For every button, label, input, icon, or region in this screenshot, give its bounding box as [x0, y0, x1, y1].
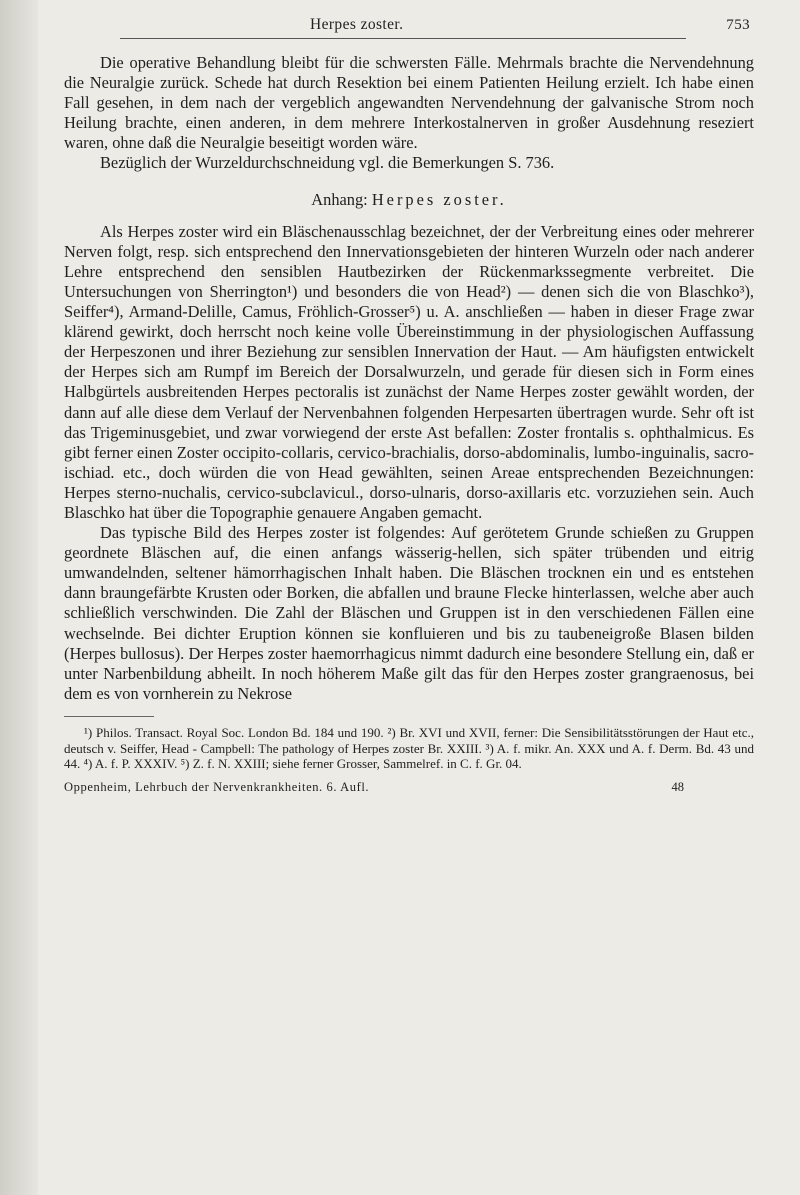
section-heading — [64, 190, 754, 210]
section-heading-title: Herpes zoster. — [371, 189, 507, 209]
header-rule — [120, 38, 686, 39]
paragraph-operative-treatment: Die operative Behandlung bleibt für die schwersten Fälle. Mehrmals brachte die Nervendehnung die Neuralgie zurück. Schede hat durch Resektion bei einem Patienten Heilung erzielt. Ich habe einen Fall gesehen, in dem nach der vergeblich angewandten Nervendehnung der galvanische Strom noch Heilung brachte, einen anderen, in dem mehrere Interkostalnerven in großer Ausdehnung reseziert waren, ohne daß die Neuralgie beseitigt worden wäre. — [64, 53, 754, 153]
paragraph-root-section: Bezüglich der Wurzeldurchschneidung vgl. die Bemerkungen S. 736. — [100, 153, 555, 173]
running-title: Herpes zoster. — [310, 16, 404, 33]
footnote-rule — [64, 716, 154, 717]
footnotes — [64, 716, 754, 772]
main-text — [64, 53, 754, 704]
page-footer — [64, 780, 754, 795]
book-page — [64, 16, 754, 795]
section-heading-prefix: Anhang: — [311, 189, 368, 209]
paragraph-clinical-picture: Das typische Bild des Herpes zoster ist folgendes: Auf gerötetem Grunde schießen zu Gruppen geordnete Bläschen auf, die einen anfangs wässerig-hellen, sich später trübenden und eitrig umwandelnden, seltener hämorrhagischen Inhalt haben. Die Bläschen trocknen ein und es entstehen dann braungefärbte Krusten oder Borken, die abfallen und braune Flecke hinterlassen, welche aber auch schließlich verschwinden. Die Zahl der Bläschen und Gruppen ist in den verschiedenen Fällen eine wechselnde. Bei dichter Eruption können sie konfluieren und bis zu taubeneigroße Blasen bilden (Herpes bullosus). Der Herpes zoster haemorrhagicus nimmt dadurch eine besondere Stellung ein, daß er unter Narbenbildung abheilt. In noch höherem Maße gilt das für den Herpes zoster grangraenosus, bei dem es von vornherein zu Nekrose — [64, 523, 754, 703]
footer-signature: Oppenheim, Lehrbuch der Nervenkrankheiten. 6. Aufl. — [64, 779, 370, 794]
footnote-text: ¹) Philos. Transact. Royal Soc. London Bd. 184 und 190. ²) Br. XVI und XVII, ferner: Die Sensibilitätsstörungen der Haut etc., deutsch v. Seiffer, Head - Campbell: The pathology of Herpes zoster Br. XXIII. ³) A. f. mikr. An. XXX und A. f. Derm. Bd. 43 und 44. ⁴) A. f. P. XXXIV. ⁵) Z. f. N. XXIII; siehe ferner Grosser, Sammelref. in C. f. Gr. 04. — [64, 724, 754, 772]
page-edge-shadow — [0, 0, 38, 1195]
paragraph-definition: Als Herpes zoster wird ein Bläschenausschlag bezeichnet, der der Verbreitung eines oder mehrerer Nerven folgt, resp. sich entsprechend den Innervationsgebieten der hinteren Wurzeln oder nach anderer Lehre entsprechend den sensiblen Hautbezirken der Rückenmarkssegmente verbreitet. Die Untersuchungen von Sherrington¹) und besonders die von Head²) — denen sich die von Blaschko³), Seiffer⁴), Armand-Delille, Camus, Fröhlich-Grosser⁵) u. A. anschließen — haben in dieser Frage zwar klärend gewirkt, doch herrscht noch keine volle Übereinstimmung in der physiologischen Auffassung der Herpeszonen und ihrer Beziehung zur sensiblen Innervation der Haut. — Am häufigsten entwickelt der Herpes sich am Rumpf im Bereich der Dorsalwurzeln, und gerade für diesen sich in Form eines Halbgürtels ausbreitenden Herpes pectoralis ist zunächst der Name Herpes zoster gewählt worden, der dann auf alle diese dem Verlauf der Nervenbahnen folgenden Herpesarten übertragen wurde. Sehr oft ist das Trigeminusgebiet, und zwar vorwiegend der erste Ast befallen: Zoster frontalis s. ophthalmicus. Es gibt ferner einen Zoster occipito-collaris, cervico-brachialis, dorso-abdominalis, lumbo-inguinalis, sacro-ischiad. etc., doch würden die von Head gewählten, seinen Areae entsprechenden Bezeichnungen: Herpes sterno-nuchalis, cervico-subclavicul., dorso-ulnaris, dorso-axillaris etc. vorzuziehen sein. Auch Blaschko hat über die Topographie genauere Angaben gemacht. — [64, 221, 754, 522]
running-header — [64, 16, 754, 34]
sheet-number: 48 — [671, 779, 684, 794]
page-number: 753 — [726, 17, 750, 33]
